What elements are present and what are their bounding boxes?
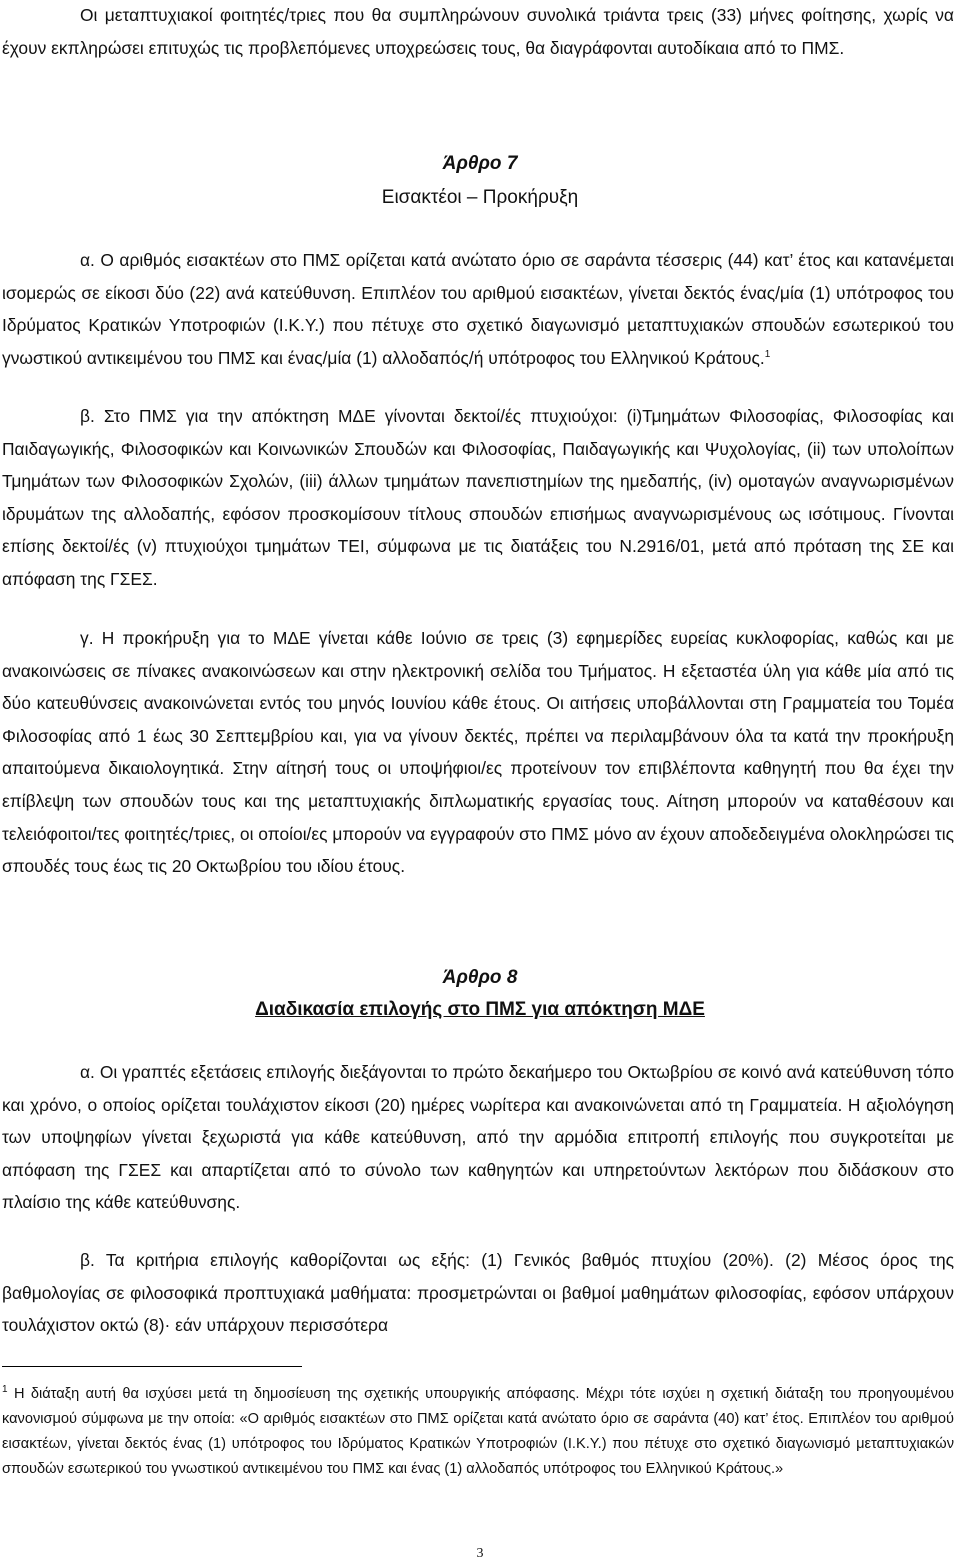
page-number: 3 <box>476 1546 484 1561</box>
article-8-subtitle: Διαδικασία επιλογής στο ΠΜΣ για απόκτηση ΜΔΕ <box>255 999 705 1020</box>
paragraph-art7-c: γ. Η προκήρυξη για το ΜΔΕ γίνεται κάθε Ιούνιο σε τρεις (3) εφημερίδες ευρείας κυκλοφορίας, καθώς και με ανακοινώσεις σε πίνακες ανακοινώσεων και στην ηλεκτρονική σελίδα του Τμήματος. Η εξεταστέα ύλη για κάθε μία από τις δύο κατευθύνσεις ανακοινώνεται εντός του μηνός Ιουνίου κάθε έτους. Οι αιτήσεις υποβάλλονται στη Γραμματεία του Τομέα Φιλοσοφίας από 1 έως 30 Σεπτεμβρίου και, για να γίνουν δεκτές, πρέπει να περιλαμβάνουν όλα τα κατά την προκήρυξη απαιτούμενα δικαιολογητικά. Στην αίτησή τους οι υποψήφιοι/ες προτείνουν τον επιβλέποντα καθηγητή που θα έχει την επίβλεψη των σπουδών τους και της μεταπτυχιακής διπλωματικής εργασίας τους. Αίτηση μπορούν να καταθέσουν και τελειόφοιτοι/τες φοιτητές/τριες, οι οποίοι/ες μπορούν να εγγραφούν στο ΠΜΣ μόνο αν έχουν αποδεδειγμένα ολοκληρώσει τις σπουδές τους έως τις 20 Οκτωβρίου του ιδίου έτους. <box>2 628 954 877</box>
article-8-title: Άρθρο 8 <box>442 967 518 988</box>
footnote <box>2 1382 954 1482</box>
article-7-title: Άρθρο 7 <box>442 153 518 174</box>
footnote-divider <box>2 1366 302 1367</box>
footnote-mark: 1 <box>2 1384 8 1396</box>
paragraph-art7-b: β. Στο ΠΜΣ για την απόκτηση ΜΔΕ γίνονται δεκτοί/ές πτυχιούχοι: (i)Τμημάτων Φιλοσοφίας, Φιλοσοφίας και Παιδαγωγικής, Φιλοσοφικών και Κοινωνικών Σπουδών και Φιλοσοφίας, Παιδαγωγικής και Ψυχολογίας, (ii) των υπολοίπων Τμημάτων των Φιλοσοφικών Σχολών, (iii) άλλων τμημάτων πανεπιστημίων της ημεδαπής, (iv) ομοταγών αναγνωρισμένων ιδρυμάτων της αλλοδαπής, εφόσον προσκομίσουν τίτλους σπουδών επισήμως αναγνωρισμένους ως ισότιμους. Γίνονται επίσης δεκτοί/ές (v) πτυχιούχοι τμημάτων ΤΕΙ, σύμφωνα με τις διατάξεις του Ν.2916/01, μετά από πρόταση της ΣΕ και απόφαση της ΓΣΕΣ. <box>2 406 954 589</box>
footnote-text: Η διάταξη αυτή θα ισχύσει μετά τη δημοσίευση της σχετικής υπουργικής απόφασης. Μέχρι τότε ισχύει η σχετική διάταξη του προηγουμένου κανονισμού σύμφωνα με την οποία: «Ο αριθμός εισακτέων στο ΠΜΣ ορίζεται κατά ανώτατο όριο σε σαράντα (40) κατ’ έτος. Επιπλέον του αριθμού εισακτέων, γίνεται δεκτός ένας (1) υπότροφος του Ιδρύματος Κρατικών Υποτροφιών (Ι.Κ.Υ.) που πέτυχε στο σχετικό διαγωνισμό μεταπτυχιακών σπουδών εσωτερικού του γνωστικού αντικειμένου του ΠΜΣ και ένας (1) αλλοδαπός υπότροφος του Ελληνικού Κράτους.» <box>2 1386 954 1477</box>
footnote-reference: 1 <box>764 348 771 360</box>
article-7-subtitle: Εισακτέοι – Προκήρυξη <box>381 187 579 208</box>
paragraph-intro: Οι μεταπτυχιακοί φοιτητές/τριες που θα συμπληρώνουν συνολικά τριάντα τρεις (33) μήνες φοίτησης, χωρίς να έχουν εκπληρώσει επιτυχώς τις προβλεπόμενες υποχρεώσεις τους, θα διαγράφονται αυτοδίκαια από το ΠΜΣ. <box>2 5 954 58</box>
paragraph-art7-a-text: α. Ο αριθμός εισακτέων στο ΠΜΣ ορίζεται κατά ανώτατο όριο σε σαράντα τέσσερις (44) κατ’ έτος και κατανέμεται ισομερώς σε είκοσι δύο (22) ανά κατεύθυνση. Επιπλέον του αριθμού εισακτέων, γίνεται δεκτός ένας/μία (1) υπότροφος του Ιδρύματος Κρατικών Υποτροφιών (Ι.Κ.Υ.) που πέτυχε στο σχετικό διαγωνισμό μεταπτυχιακών σπουδών εσωτερικού του γνωστικού αντικειμένου του ΠΜΣ και ένας/μία (1) αλλοδαπός/ή υπότροφος του Ελληνικού Κράτους. <box>2 250 954 368</box>
paragraph-art8-b: β. Τα κριτήρια επιλογής καθορίζονται ως εξής: (1) Γενικός βαθμός πτυχίου (20%). (2) Μέσος όρος της βαθμολογίας σε φιλοσοφικά προπτυχιακά μαθήματα: προσμετρώνται οι βαθμοί μαθημάτων φιλοσοφίας, εφόσον υπάρχουν τουλάχιστον οκτώ (8)· εάν υπάρχουν περισσότερα <box>2 1250 954 1336</box>
paragraph-art8-a: α. Οι γραπτές εξετάσεις επιλογής διεξάγονται το πρώτο δεκαήμερο του Οκτωβρίου σε κοινό ανά κατεύθυνση τόπο και χρόνο, ο οποίος ορίζεται τουλάχιστον είκοσι (20) ημέρες νωρίτερα και ανακοινώνεται από τη Γραμματεία. Η αξιολόγηση των υποψηφίων γίνεται ξεχωριστά για κάθε κατεύθυνση, από την αρμόδια επιτροπή επιλογής που συγκροτείται με απόφαση της ΓΣΕΣ και απαρτίζεται από το σύνολο των καθηγητών και υπηρετούντων λεκτόρων που διδάσκουν στο πλαίσιο της κάθε κατεύθυνσης. <box>2 1062 954 1213</box>
paragraph-art7-a <box>2 244 954 374</box>
